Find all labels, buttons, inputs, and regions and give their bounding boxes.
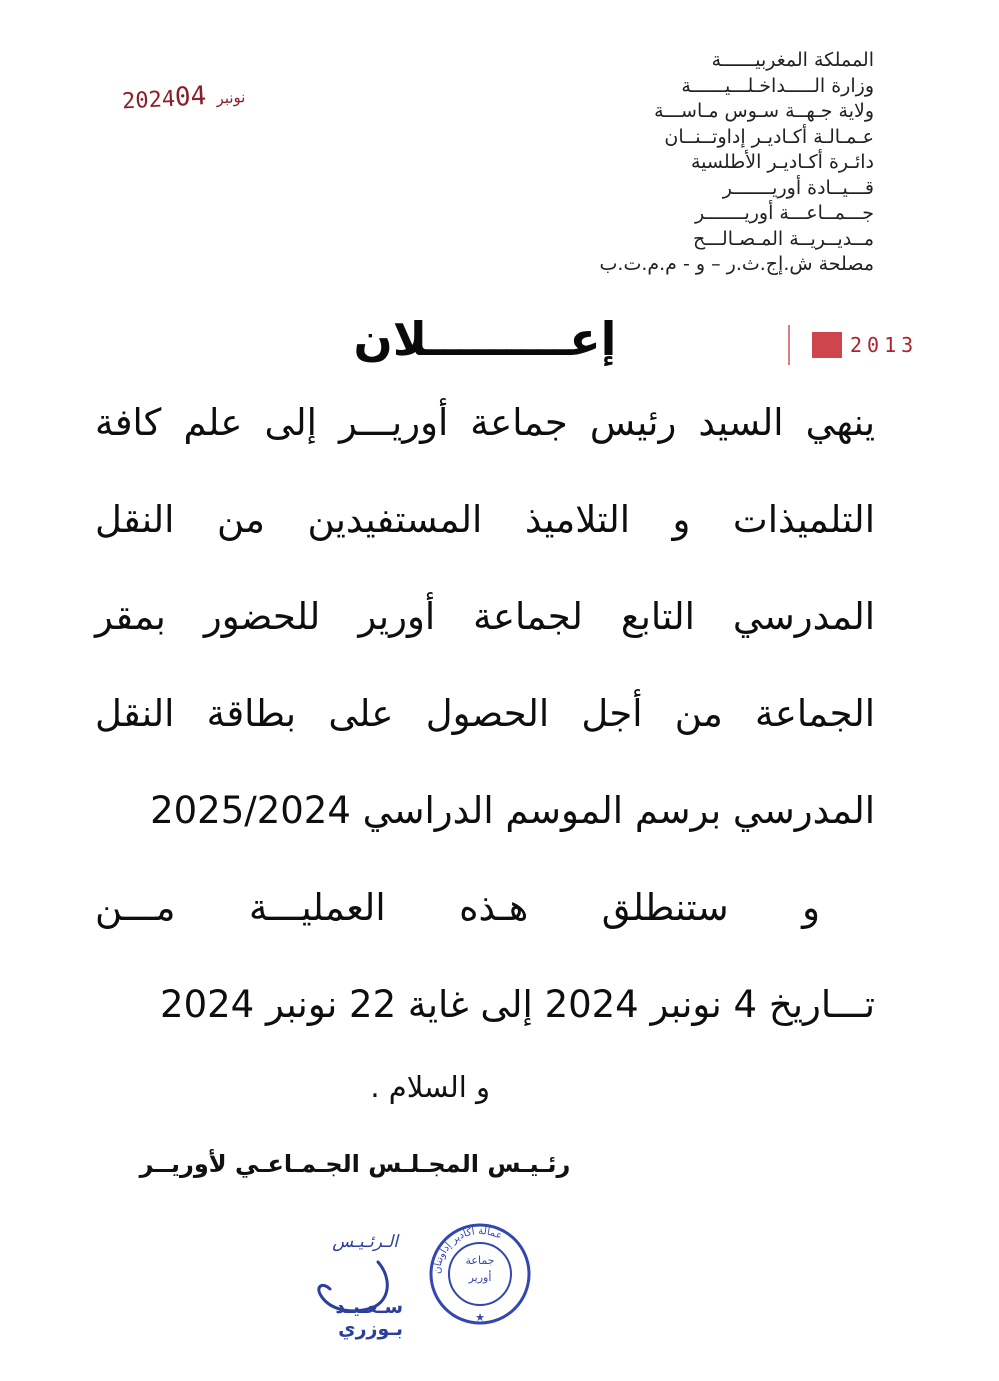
header-line-region: ولاية جـهــة سـوس مـاســـة xyxy=(654,100,874,122)
registration-stamp xyxy=(788,325,918,365)
body-line-2: التلميذات و التلاميذ المستفيدين من النقل xyxy=(95,498,875,541)
body-line-4: الجماعة من أجل الحصول على بطاقة النقل xyxy=(95,692,875,735)
header-line-kingdom: المملكة المغربيــــــة xyxy=(711,49,874,71)
seal-center-line-1: جماعة xyxy=(465,1254,495,1267)
commune-seal xyxy=(428,1222,532,1326)
body-line-5: المدرسي برسم الموسم الدراسي 2025/2024 xyxy=(150,789,875,832)
header-line-directorate: مــديــريــة المـصـالـــح xyxy=(692,227,874,250)
body-line-7: تـــاريخ 4 نونبر 2024 إلى غاية 22 نونبر 2024 xyxy=(160,983,875,1026)
signature-name: سـعـيـد بـوزري xyxy=(335,1296,403,1340)
stamp-block xyxy=(812,332,842,358)
header-line-commune: جـــمــاعـــة أوريـــــــر xyxy=(695,202,874,224)
date-stamp-year: 2024 xyxy=(121,86,176,115)
svg-text:★: ★ xyxy=(475,1311,485,1324)
body-line-3: المدرسي التابع لجماعة أورير للحضور بمقر xyxy=(95,595,875,638)
header-line-caidat: قـــيــادة أوريـــــــر xyxy=(722,176,874,199)
header-line-district: دائـرة أكـاديـر الأطلسية xyxy=(691,151,874,173)
date-stamp-month: نونبر xyxy=(215,88,246,108)
date-stamp-day: 04 xyxy=(174,81,208,113)
seal-center-text xyxy=(428,1252,532,1286)
body-line-6: و ستنطلق هـذه العمليـــة مـــن xyxy=(95,886,820,929)
registration-number: 2013 xyxy=(850,333,919,357)
signature-title: الـرئـيـس xyxy=(332,1232,398,1252)
header-line-prefecture: عـمـالـة أكـاديـر إداوتــنــان xyxy=(664,125,874,148)
announcement-title: إعـــــــــلان xyxy=(353,312,617,366)
header-line-ministry: وزارة الـــــداخـلـــيــــــة xyxy=(681,74,874,97)
seal-ring-text: عمالة أكادير إداوتنان xyxy=(431,1225,504,1275)
stamp-mark xyxy=(788,325,790,365)
administrative-header xyxy=(544,48,874,278)
seal-center-line-2: أورير xyxy=(468,1271,492,1284)
handwritten-signature xyxy=(268,1232,418,1352)
president-title: رئـيـس المجـلـس الجـمـاعـي لأوريــر xyxy=(139,1150,571,1178)
announcement-body xyxy=(95,392,875,1071)
date-stamp xyxy=(121,79,256,116)
closing-greeting: و السلام . xyxy=(370,1070,490,1104)
header-line-service: مصلحة ش.إج.ث.ر – و - م.م.ت.ب xyxy=(599,253,874,275)
body-line-1: ينهي السيد رئيس جماعة أوريـــر إلى علم كافة xyxy=(95,401,875,444)
